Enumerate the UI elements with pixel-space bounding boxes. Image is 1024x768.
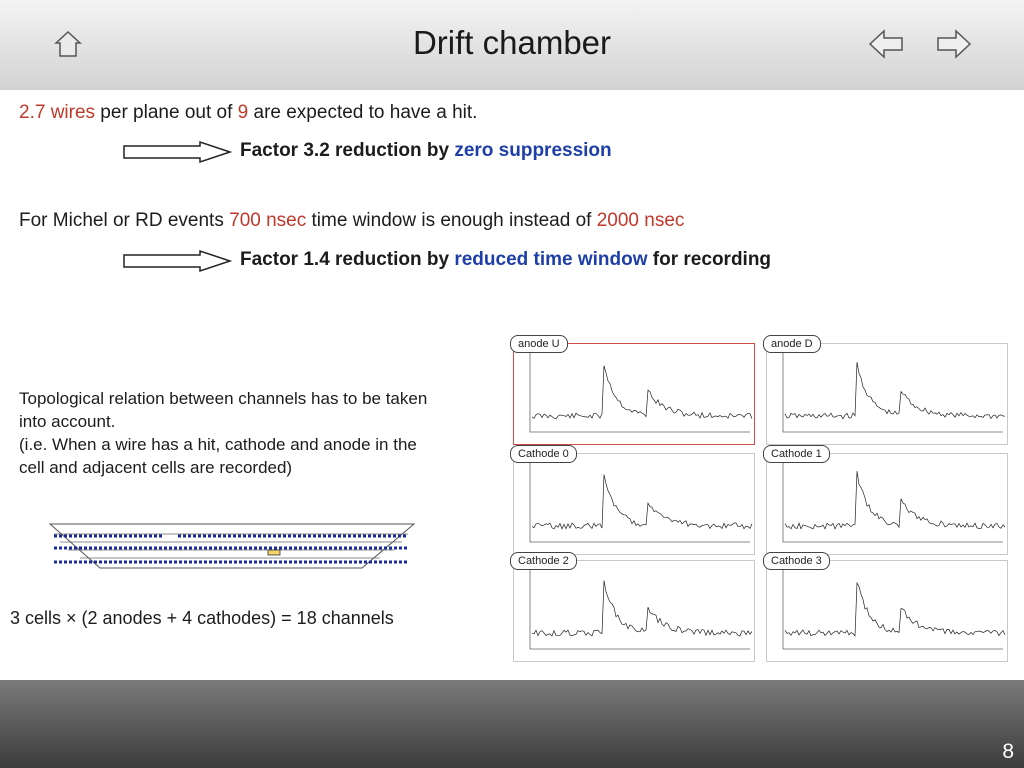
waveform-panel [513, 453, 755, 555]
time-window-line: For Michel or RD events 700 nsec time window is enough instead of 2000 nsec [19, 210, 685, 231]
zero-suppression-line: Factor 3.2 reduction by zero suppression [240, 140, 612, 161]
slide-content [0, 90, 1024, 680]
waveform-panel [513, 560, 755, 662]
panel-label: Cathode 2 [510, 552, 577, 570]
panel-label: Cathode 0 [510, 445, 577, 463]
home-icon[interactable] [52, 28, 84, 60]
waveform-trace [532, 366, 752, 419]
footer-bar [0, 680, 1024, 768]
waveform-panel [513, 343, 755, 445]
panel-label: anode U [510, 335, 568, 353]
waveform-panel [766, 560, 1008, 662]
page-number: 8 [1002, 740, 1014, 763]
topology-paragraph: Topological relation between channels has to be taken into account. (i.e. When a wire has a hit, cathode and anode in the cell and adjacent cells are recorded) [19, 389, 428, 477]
arrow-icon [122, 140, 234, 164]
waveform-trace [785, 362, 1005, 419]
left-arrow-icon[interactable] [868, 28, 904, 60]
right-arrow-icon[interactable] [936, 28, 972, 60]
slide-title: Drift chamber [412, 24, 612, 61]
panel-label: anode D [763, 335, 821, 353]
waveform-panel [766, 343, 1008, 445]
header-bar [0, 0, 1024, 91]
waveform-trace [785, 471, 1005, 529]
waveform-panel [766, 453, 1008, 555]
reduced-window-line: Factor 1.4 reduction by reduced time window for recording [240, 249, 772, 270]
waveform-trace [532, 581, 752, 636]
panel-label: Cathode 1 [763, 445, 830, 463]
channel-count: 3 cells × (2 anodes + 4 cathodes) = 18 channels [10, 608, 394, 628]
cell-diagram [42, 520, 422, 580]
waveform-trace [785, 583, 1005, 636]
arrow-icon [122, 249, 234, 273]
panel-label: Cathode 3 [763, 552, 830, 570]
waveform-trace [532, 475, 752, 529]
hit-line: 2.7 wires per plane out of 9 are expected to have a hit. [19, 102, 478, 123]
